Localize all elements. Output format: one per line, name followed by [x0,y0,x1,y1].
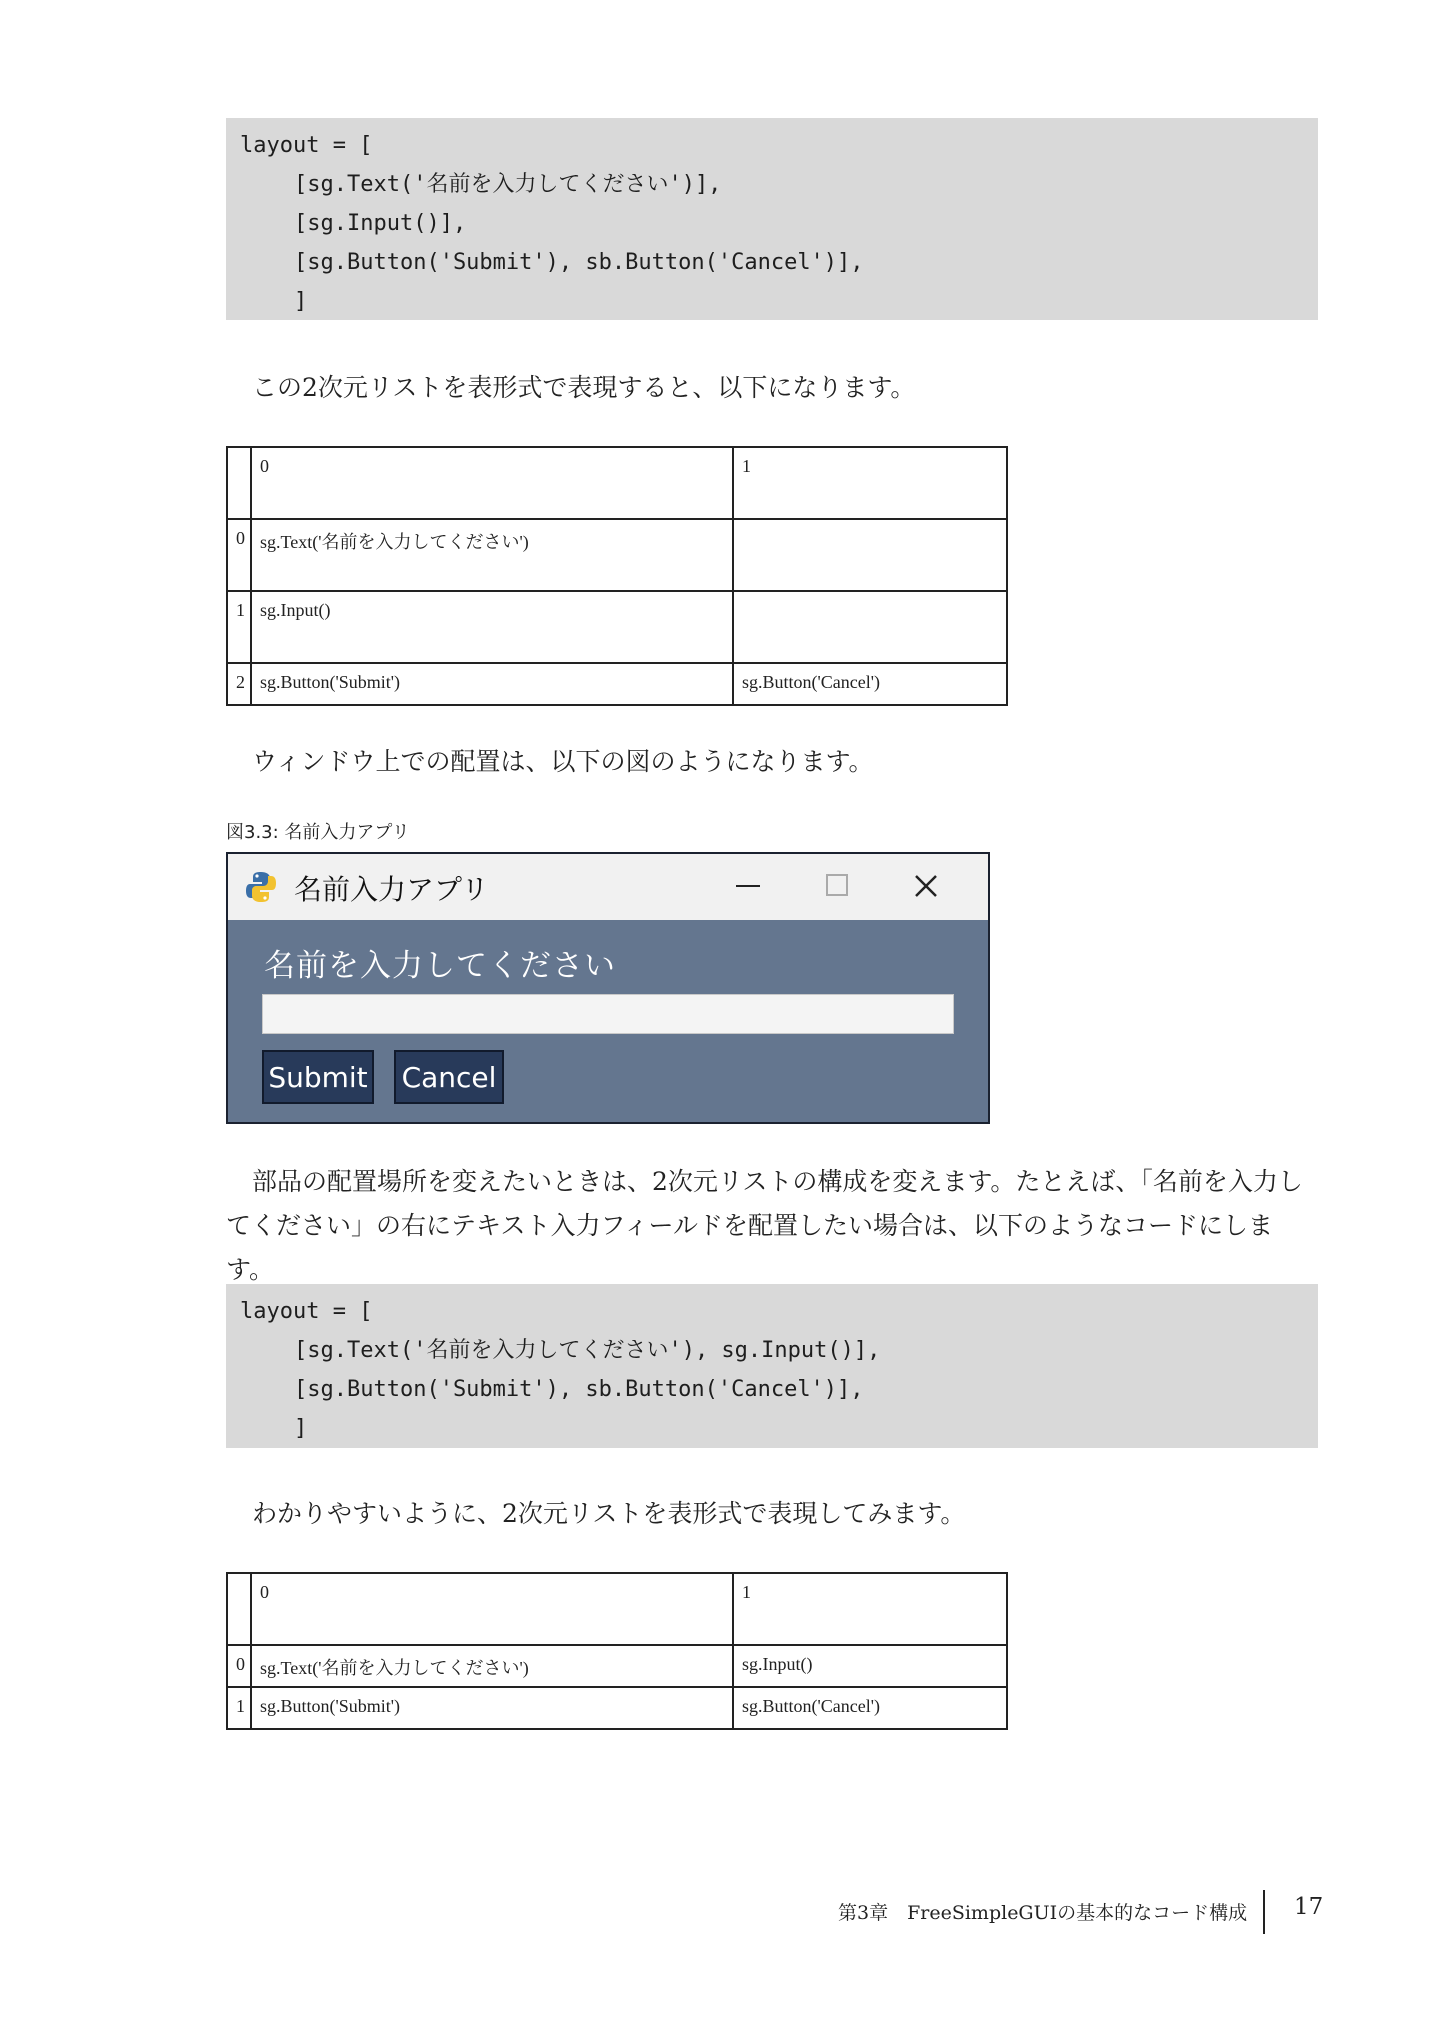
code-line: ] [294,1416,308,1441]
maximize-icon[interactable] [822,870,852,900]
table-cell: 1 [733,1573,1007,1645]
code-block-layout-2 [226,1284,1318,1448]
footer-divider [1263,1890,1265,1934]
table-cell: sg.Text('名前を入力してください') [251,519,733,591]
table-cell: sg.Button('Cancel') [733,1687,1007,1729]
layout-table-2 [226,1572,1008,1730]
table-row [227,1687,1007,1729]
window-titlebar [228,854,988,920]
table-cell: sg.Text('名前を入力してください') [251,1645,733,1687]
code-line: [sg.Input()], [294,211,467,236]
name-input[interactable] [262,994,954,1034]
code-line: [sg.Button('Submit'), sb.Button('Cancel')], [294,250,864,275]
code-line: layout = [ [240,133,373,158]
table-cell: sg.Button('Submit') [251,663,733,705]
table-cell [227,1573,251,1645]
table-header-row [227,447,1007,519]
name-prompt-label: 名前を入力してください [264,948,616,984]
table-cell: 1 [227,591,251,663]
code-line: [sg.Text('名前を入力してください'), sg.Input()], [294,1338,881,1363]
paragraph-change-layout: 部品の配置場所を変えたいときは、2次元リストの構成を変えます。たとえば、「名前を入力してください」の右にテキスト入力フィールドを配置したい場合は、以下のようなコードにします。 [226,1167,1303,1284]
code-line: layout = [ [240,1299,373,1324]
code-line: ] [294,289,308,314]
submit-button[interactable]: Submit [262,1050,374,1104]
page-number: 17 [1294,1894,1324,1920]
table-cell: sg.Input() [733,1645,1007,1687]
table-cell: 0 [227,519,251,591]
window-body [228,920,988,1124]
app-window-figure [226,852,990,1124]
table-cell: sg.Button('Cancel') [733,663,1007,705]
running-footer-chapter: 第3章 FreeSimpleGUIの基本的なコード構成 [838,1902,1248,1924]
python-logo-icon [244,870,278,904]
code-block-layout-1 [226,118,1318,320]
table-cell: sg.Button('Submit') [251,1687,733,1729]
cancel-button[interactable]: Cancel [394,1050,504,1104]
table-row [227,1645,1007,1687]
code-line: [sg.Button('Submit'), sb.Button('Cancel')], [294,1377,864,1402]
table-cell [733,519,1007,591]
minimize-icon[interactable] [730,866,766,906]
paragraph-intro-table-2: わかりやすいように、2次元リストを表形式で表現してみます。 [252,1499,966,1528]
table-cell: sg.Input() [251,591,733,663]
table-cell: 2 [227,663,251,705]
layout-table-1 [226,446,1008,706]
paragraph-window-layout: ウィンドウ上での配置は、以下の図のようになります。 [252,747,874,776]
table-cell [227,447,251,519]
table-row [227,519,1007,591]
table-row [227,591,1007,663]
window-title: 名前入力アプリ [294,873,489,906]
table-row [227,663,1007,705]
table-cell: 0 [251,447,733,519]
paragraph-intro-table-1: この2次元リストを表形式で表現すると、以下になります。 [252,373,916,402]
table-cell: 0 [251,1573,733,1645]
figure-caption: 図3.3: 名前入力アプリ [226,822,410,843]
table-cell: 0 [227,1645,251,1687]
code-line: [sg.Text('名前を入力してください')], [294,172,722,197]
table-header-row [227,1573,1007,1645]
table-cell [733,591,1007,663]
table-cell: 1 [733,447,1007,519]
table-cell: 1 [227,1687,251,1729]
close-icon[interactable] [908,868,944,904]
